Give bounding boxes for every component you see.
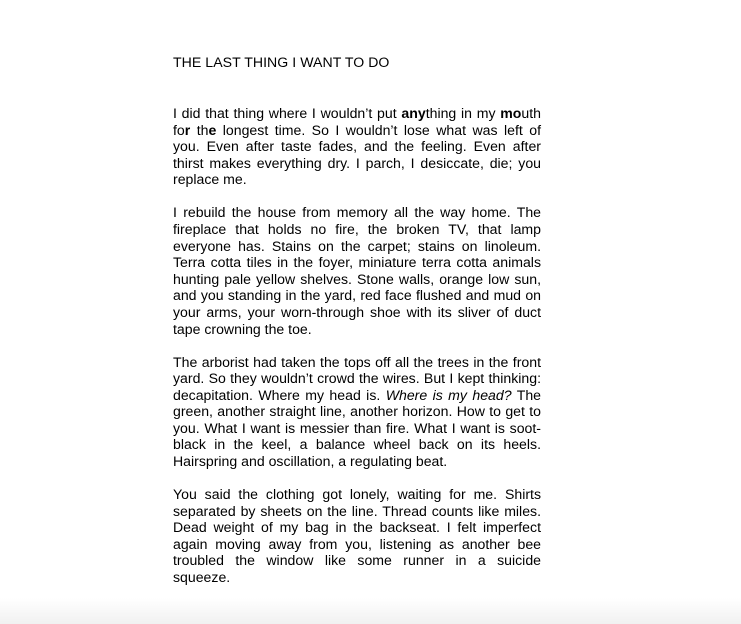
paragraph-segment: thing in my (425, 105, 501, 121)
paragraph-segment-bold: e (208, 121, 217, 138)
paragraph-segment-bold: r (184, 121, 191, 138)
poem-title: THE LAST THING I WANT TO DO (173, 54, 390, 70)
paragraph-segment: th (190, 121, 209, 138)
page-bottom-edge (0, 598, 741, 624)
paragraph-segment-bold: any (401, 105, 426, 121)
document-body (173, 52, 541, 602)
paragraph-3 (173, 354, 541, 470)
paragraph-segment: uth fo (173, 105, 541, 138)
paragraph-2 (173, 204, 541, 337)
paragraph-segment: You said the clothing got lonely, waiting for me. Shirts separated by sheets on the line. Thread counts like miles. Dead weight of my bag in the backseat. I felt imperfect again moving away from you, listening as another bee troubled the window like some runner in a suicide squeeze. (173, 486, 541, 586)
paragraph-segment: longest time. So I wouldn’t lose what was left of you. Even after taste fades, and the feeling. Even after thirst makes everything dry. I parch, I desiccate, die; you replace me. (173, 121, 541, 188)
paragraph-segment-italic: Where is my head? (385, 386, 512, 403)
paragraph-segment: The arborist had taken the tops off all the trees in the front yard. So they wouldn’t crowd the wires. But I kept thinking: decapitation. Where my head is. (173, 353, 541, 403)
paragraph-1 (173, 105, 541, 188)
paragraph-4 (173, 486, 541, 586)
paragraph-segment: The green, another straight line, another horizon. How to get to you. What I want is messier than fire. What I want is soot-black in the keel, a balance wheel back on its heels. Hairspring and oscillation, a regulating beat. (173, 386, 541, 470)
paragraph-segment-bold: mo (500, 105, 522, 121)
paragraph-segment: I did that thing where I wouldn’t put (173, 105, 402, 121)
paragraph-segment: I rebuild the house from memory all the way home. The fireplace that holds no fire, the broken TV, that lamp everyone has. Stains on the carpet; stains on linoleum. Terra cotta tiles in the foyer, miniature terra cotta animals hunting pale yellow shelves. Stone walls, orange low sun, and you standing in the yard, red face flushed and mud on your arms, your worn-through shoe with its sliver of duct tape crowning the toe. (173, 204, 541, 337)
